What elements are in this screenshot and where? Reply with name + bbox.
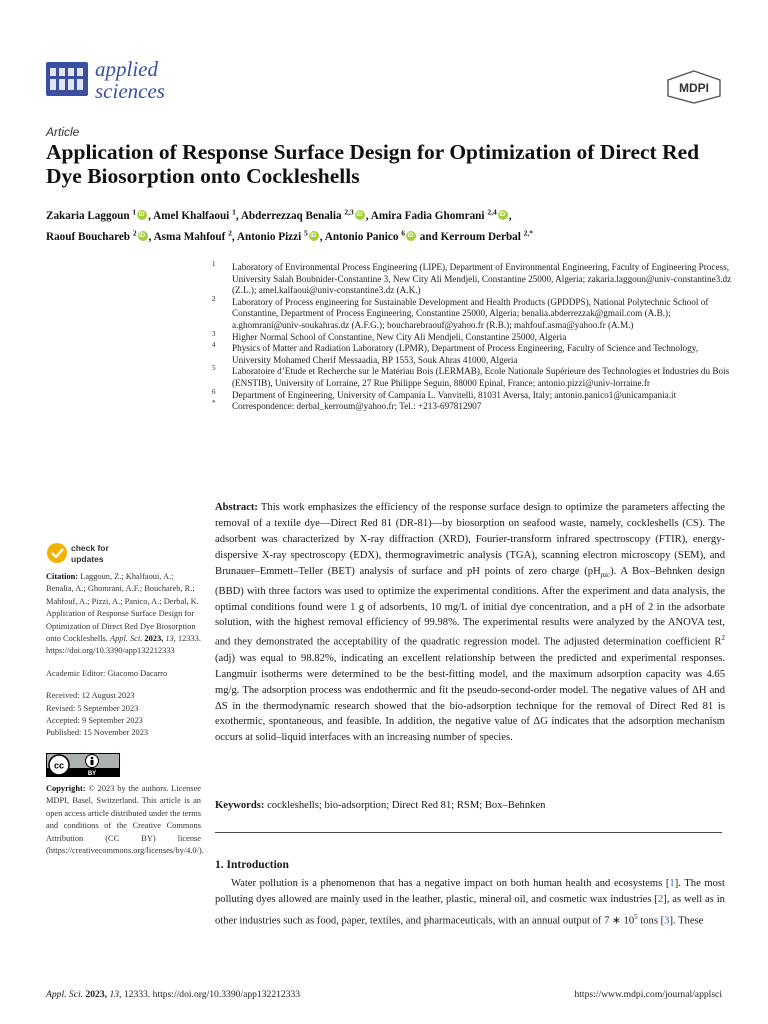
author[interactable]: Zakaria Laggoun $^1$iD ,	[46, 210, 151, 222]
affiliation-item: 1 Laboratory of Environmental Process Engineering (LIPE), Department of Environmental Engineering, Faculty of Engineering Process, University Salah Boubnider-Constantine 3, New City Ali Mendjeli, Constantine 25000, Algeria; zakaria.laggoun@univ-constantine3.dz (Z.L.); amel.kalfaoui@univ-constantine3.dz (A.K.)	[212, 260, 732, 296]
received-date: Received: 12 August 2023	[46, 691, 135, 701]
author[interactable]: Kerroum Derbal $^{2,*}$	[440, 228, 534, 244]
copyright-notice: Copyright: © 2023 by the authors. Licensee MDPI, Basel, Switzerland. This article is an open access article distributed under the terms and conditions of the Creative Commons Attribution (CC BY) license (https://creativecommons.org/licenses/by/4.0/).	[46, 783, 204, 855]
accepted-date: Accepted: 9 September 2023	[46, 716, 143, 726]
academic-editor: Academic Editor: Giacomo Dacarro	[46, 668, 168, 678]
affiliation-item: 6 Department of Engineering, University of Campania L. Vanvitelli, 81031 Aversa, Italy; antonio.panico1@unicampania.it	[212, 387, 677, 400]
article-type: Article	[46, 125, 80, 139]
author-list	[46, 203, 736, 246]
keywords: Keywords: cockleshells; bio-adsorption; Direct Red 81; RSM; Box–Behnken	[215, 800, 546, 811]
journal-logo-icon	[46, 62, 88, 96]
affiliation-item: 5 Laboratoire d’Etude et Recherche sur le Matériau Bois (LERMAB), Ecole Nationale Supérieure des Technologies et Industries du Bois (ENSTIB), University of Lorraine, 27 Rue Philippe Seguin, 88000 Epinal, France; antonio.pizzi@univ-lorraine.fr	[212, 364, 730, 388]
publisher-name: MDPI	[679, 81, 709, 95]
affiliation-list	[212, 262, 732, 413]
author[interactable]: Amel Khalfaoui $^1$,	[153, 207, 239, 222]
journal-name	[95, 58, 165, 102]
citation-doi-link[interactable]: 12333. https://doi.org/10.3390/app132212333	[46, 634, 201, 656]
published-date: Published: 15 November 2023	[46, 728, 149, 738]
svg-text:updates: updates	[71, 554, 104, 564]
section-heading-introduction: 1. Introduction	[215, 859, 289, 871]
abstract-label: Abstract:	[215, 502, 258, 513]
revised-date: Revised: 5 September 2023	[46, 703, 139, 713]
check-for-updates-button[interactable]	[46, 540, 136, 568]
author[interactable]: Amira Fadia Ghomrani $^{2,4}$iD ,	[371, 210, 512, 222]
abstract: Abstract: This work emphasizes the efficiency of the response surface design to optimize the parameters affecting the removal of a textile dye—Direct Red 81 (DR-81)—by biosorption on seafood waste, namely, cockleshells (CS). The adsorbent was characterized by X-ray diffraction (XRD), Fourier-transform infrared spectroscopy (FTIR), energy-dispersive X-ray spectroscopy (EDX), thermogravimetric analysis (TGA), scanning electron microscopy (SEM), and Brunauer–Emmett–Teller (BET) analysis of surface and pH points of zero charge $(pH_{pzc})$. A Box–Behnken design (BBD) with three factors was used to optimize the experimental conditions. After the experiment and data analysis, the optimal conditions found were 1 g of adsorbents, 10 mg/L of initial dye concentration, and a pH of 2 in the adsorbate solution, with the highest removal efficiency of 99.98%. The experimental results were analyzed by the ANOVA test, and they demonstrated the acceptability of the quadratic regression model. The adjusted determination coefficient $R^2$ (adj) was equal to 98.82%, indicating an excellent relationship between the predicted and experimental responses. Langmuir isotherms were determined to be the best-fitting model, and the maximum adsorption capacity was 4.65 mg/g. The adsorption process was endothermic and fit the pseudo-second-order model. The negative values of ΔH and ΔS in the thermodynamic research showed that the bio-adsorption technique for the removal of Direct Red 81 is exothermic, spontaneous, and feasible. In addition, the negative value of ΔG indicates that the adsorption mechanism occurs at solid–liquid interfaces with an increasing number of species.	[215, 502, 726, 744]
footer-journal-url[interactable]: https://www.mdpi.com/journal/applsci	[574, 989, 722, 1000]
svg-text:cc: cc	[53, 760, 65, 771]
orcid-icon[interactable]	[138, 231, 148, 241]
citation-link[interactable]: 1	[669, 878, 675, 889]
footer-citation: Appl. Sci. 2023, 13, 12333. https://doi.org/10.3390/app132212333	[46, 989, 301, 1000]
affiliation-item: 2 Laboratory of Process engineering for Sustainable Development and Health Products (GPDDPS), National Polytechnic School of Constantine, Department of Process Engineering, Constantine 25000, Algeria; benalia.abderrezzak@gmail.com (A.B.); a.ghomrani@univ-soukahras.dz (A.F.G.); boucharebraouf@yahoo.fr (R.B.); mahfouf.asma@yahoo.fr (A.M.)	[212, 294, 709, 330]
footer-doi-link[interactable]: 12333. https://doi.org/10.3390/app132212333	[123, 989, 301, 1000]
author[interactable]: Antonio Pizzi $^5$iD ,	[237, 231, 323, 243]
author[interactable]: Raouf Bouchareb $^2$iD ,	[46, 231, 151, 243]
cc-by-license-badge[interactable]	[46, 753, 120, 777]
citation-block: Citation: Laggoun, Z.; Khalfaoui, A.; Benalia, A.; Ghomrani, A.F.; Bouchareb, R.; Mahfouf, A.; Pizzi, A.; Panico, A.; Derbal, K. Application of Response Surface Design for Optimization of Direct Red Dye Biosorption onto Cockleshells. Appl. Sci. 2023, 13, 12333. https://doi.org/10.3390/app132212333	[46, 572, 201, 656]
correspondence: * Correspondence: derbal_kerroum@yahoo.fr; Tel.: +213-697812907	[212, 399, 482, 412]
affiliation-item: 4 Physics of Matter and Radiation Laboratory (LPMR), Department of Process Engineering, Faculty of Science and Technology, University Mohamed Cherif Messaadia, BP 1553, Souk Ahras 41000, Algeria	[212, 341, 699, 365]
orcid-icon[interactable]	[498, 210, 508, 220]
introduction-paragraph: Water pollution is a phenomenon that has a negative impact on both human health and ecosystems [1]. The most polluting dyes allowed are mainly used in the leather, plastic, mineral oil, and cosmetic wax industries [2], as well as in other industries such as food, paper, textiles, and pharmaceuticals, with an annual output of 7 ∗ $10^5$ tons [3]. These	[215, 878, 725, 927]
orcid-icon[interactable]	[309, 231, 319, 241]
sidebar	[46, 571, 204, 857]
section-divider	[215, 832, 722, 833]
affiliation-item: 3 Higher Normal School of Constantine, New City Ali Mendjeli, Constantine 25000, Algeria	[212, 329, 567, 342]
orcid-icon[interactable]	[355, 210, 365, 220]
article-title: Application of Response Surface Design for Optimization of Direct Red Dye Biosorption onto Cockleshells	[46, 140, 700, 188]
mdpi-logo-icon	[666, 70, 722, 104]
author[interactable]: Antonio Panico $^6$iD and	[325, 231, 438, 243]
check-updates-icon	[47, 543, 67, 563]
author[interactable]: Abderrezzaq Benalia $^{2,3}$iD ,	[241, 210, 369, 222]
journal-name-line2: sciences	[95, 79, 165, 103]
citation-link[interactable]: 2	[657, 894, 664, 906]
orcid-icon[interactable]	[137, 210, 147, 220]
orcid-icon[interactable]	[406, 231, 416, 241]
citation-link[interactable]: 3	[664, 915, 670, 927]
svg-text:BY: BY	[87, 770, 97, 777]
journal-name-line1: applied	[95, 57, 158, 81]
svg-text:check for: check for	[71, 543, 109, 553]
author[interactable]: Asma Mahfouf $^2$,	[153, 228, 235, 244]
